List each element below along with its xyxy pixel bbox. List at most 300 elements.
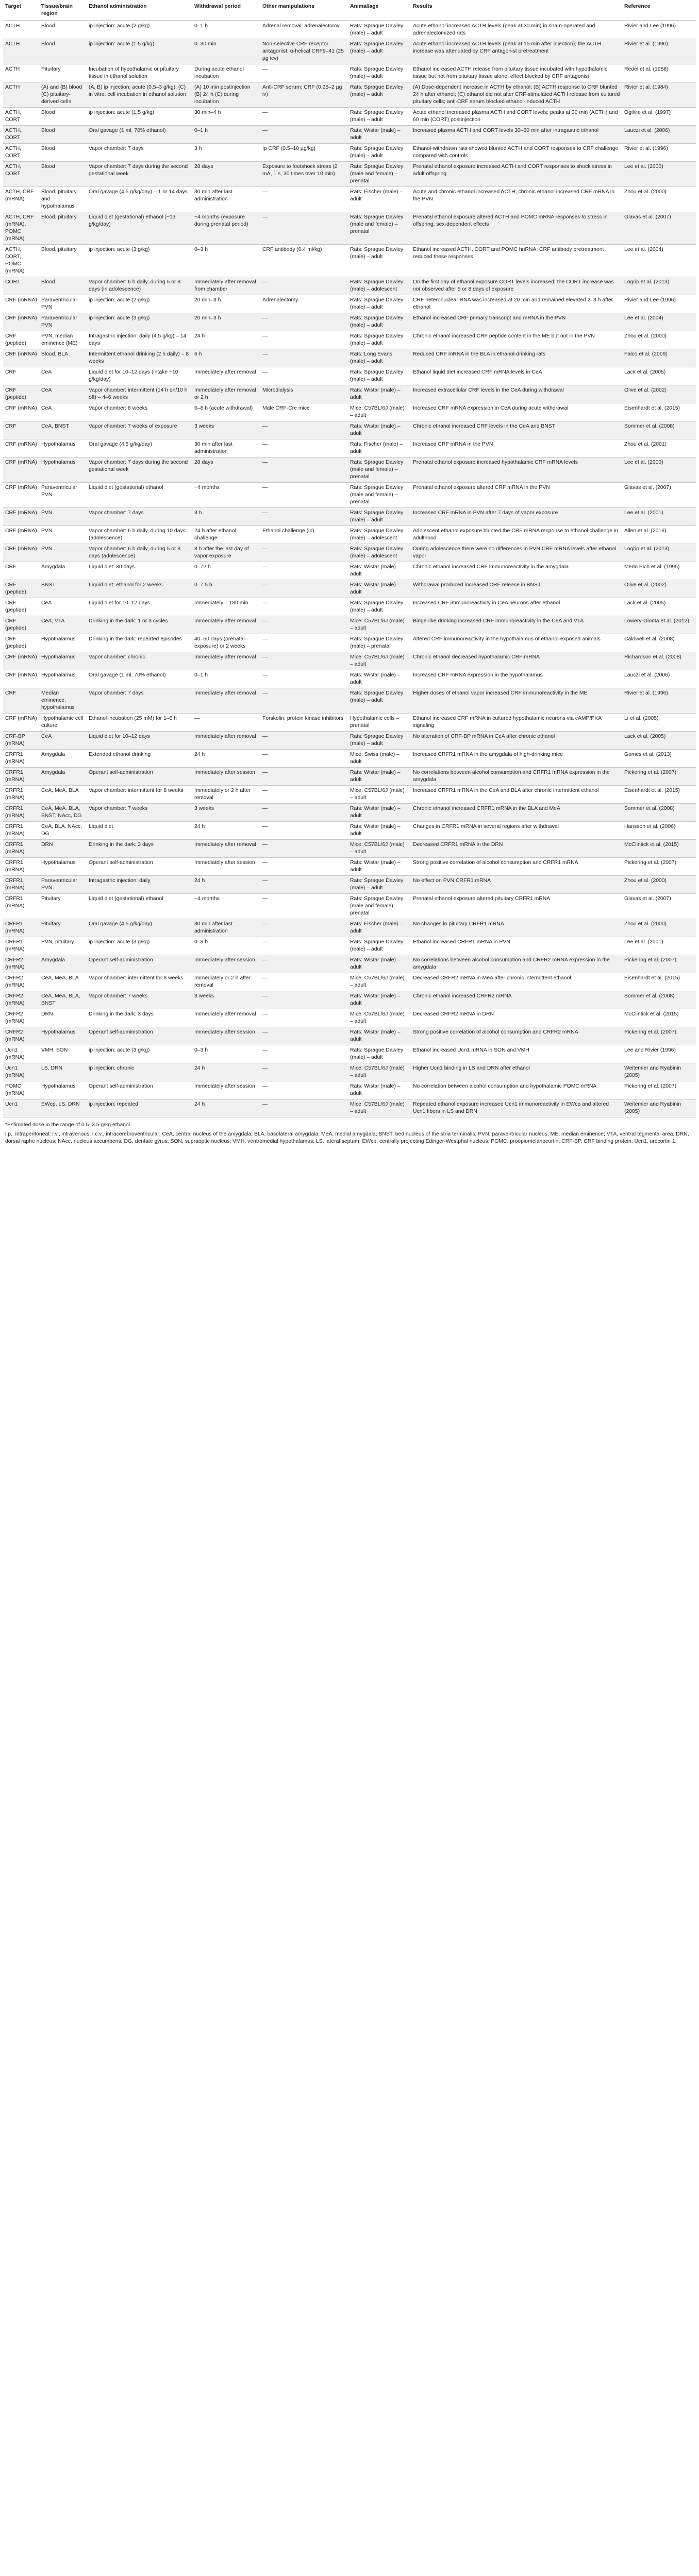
cell-target: CRF (mRNA) [3,457,39,483]
cell-ethanol-administration: ip injection: acute (1.5 g/kg) [87,108,192,126]
cell-withdrawal-period: 6 h [192,349,260,367]
table-row [3,403,696,421]
cell-other-manipulations: — [260,367,348,385]
cell-reference: Richardson et al. (2008) [622,652,696,670]
table-row [3,508,696,526]
table-row [3,457,696,483]
cell-ethanol-administration: ip injection: repeated [87,1099,192,1117]
cell-animal-age: Rats: Sprague Dawley (male and female) – prenatal [348,162,411,187]
cell-tissue: Paraventricular PVN [39,313,87,331]
cell-animal-age: Rats: Fischer (male) – adult [348,187,411,212]
cell-ethanol-administration: Drinking in the dark: 1 or 3 cycles [87,616,192,634]
cell-ethanol-administration: ip injection: acute (3 g/kg) [87,245,192,277]
cell-ethanol-administration: Operant self-administration [87,858,192,876]
table-row [3,162,696,187]
cell-ethanol-administration: Operant self-administration [87,955,192,973]
cell-target: CRF (mRNA) [3,483,39,508]
cell-tissue: Amygdala [39,750,87,768]
cell-target: ACTH, CORT, POMC (mRNA) [3,245,39,277]
cell-other-manipulations: Forskolin; protein kinase inhibitors [260,714,348,732]
cell-animal-age: Rats: Wistar (male) – adult [348,126,411,144]
cell-other-manipulations: — [260,840,348,858]
table-row [3,21,696,39]
cell-withdrawal-period: 0–1 h [192,126,260,144]
cell-tissue: PVN [39,508,87,526]
cell-target: CRFR1 (mRNA) [3,937,39,955]
cell-animal-age: Rats: Wistar (male) – adult [348,562,411,580]
cell-results: Chronic ethanol decreased hypothalamic CRF mRNA [411,652,622,670]
header-target: Target [3,0,39,21]
cell-target: CRF (peptide) [3,616,39,634]
cell-tissue: Blood [39,162,87,187]
cell-other-manipulations: — [260,732,348,750]
table-row [3,652,696,670]
cell-animal-age: Rats: Wistar (male) – adult [348,580,411,598]
cell-animal-age: Rats: Sprague Dawley (male) – adult [348,1045,411,1063]
cell-animal-age: Rats: Wistar (male) – adult [348,822,411,840]
cell-other-manipulations: Non-selective CRF receptor antagonist: α-helical CRF9–41 (25 µg icv) [260,39,348,64]
cell-tissue: CeA, BLA, NAcc, DG [39,822,87,840]
cell-reference: Lee et al. (2004) [622,245,696,277]
cell-target: ACTH [3,21,39,39]
cell-results: Ethanol increased CRF mRNA in cultured hypothalamic neurons via cAMP/PKA signaling [411,714,622,732]
cell-reference: Lee et al. (2000) [622,162,696,187]
cell-other-manipulations: — [260,562,348,580]
cell-tissue: (A) and (B) blood (C) pituitary-derived cells [39,82,87,108]
cell-tissue: CeA [39,732,87,750]
cell-withdrawal-period: 0–1 h [192,21,260,39]
cell-animal-age: Rats: Wistar (male) – adult [348,768,411,786]
cell-animal-age: Mice: C57BL/6J (male) – adult [348,973,411,991]
table-row [3,39,696,64]
cell-ethanol-administration: Intragastric injection: daily [87,876,192,894]
cell-ethanol-administration: Vapor chamber: 7 days [87,688,192,714]
cell-results: Acute ethanol increased ACTH levels (peak at 30 min) in sham-operated and adrenalectomized rats [411,21,622,39]
cell-tissue: Paraventricular PVN [39,876,87,894]
table-row [3,580,696,598]
cell-results: Strong positive correlation of alcohol consumption and CRFR2 mRNA [411,1027,622,1045]
cell-results: Prenatal ethanol exposure altered pituitary CRFR1 mRNA [411,894,622,919]
cell-ethanol-administration: Intermittent ethanol drinking (2 h daily) – 8 weeks [87,349,192,367]
cell-results: Prenatal ethanol exposure altered ACTH and POMC mRNA responses to stress in offspring; sex-dependent effects [411,212,622,245]
cell-withdrawal-period: 24 h [192,331,260,349]
cell-ethanol-administration: ip injection: chronic [87,1063,192,1081]
table-row [3,732,696,750]
cell-ethanol-administration: Oral gavage (1 ml, 70% ethanol) [87,670,192,688]
cell-other-manipulations: — [260,937,348,955]
cell-target: Ucn1 [3,1099,39,1117]
cell-withdrawal-period: 20 min–3 h [192,313,260,331]
cell-withdrawal-period: 8 h after the last day of vapor exposure [192,544,260,562]
cell-other-manipulations: Anti-CRF serum; CRF (0.25–2 µg iv) [260,82,348,108]
cell-ethanol-administration: Liquid diet for 10–12 days (intake ~10 g/kg/day) [87,367,192,385]
cell-animal-age: Rats: Long Evans (male) – adult [348,349,411,367]
cell-animal-age: Rats: Sprague Dawley (male) – adult [348,108,411,126]
cell-other-manipulations: — [260,652,348,670]
cell-ethanol-administration: ip injection: acute (3 g/kg) [87,1045,192,1063]
cell-other-manipulations: Exposure to footshock stress (2 mA, 1 s, 30 times over 10 min) [260,162,348,187]
cell-results: Prenatal ethanol exposure increased ACTH and CORT responses to shock stress in adult offspring [411,162,622,187]
table-row [3,108,696,126]
cell-other-manipulations: — [260,544,348,562]
table-row [3,526,696,544]
cell-withdrawal-period: 0–3 h [192,245,260,277]
cell-target: CRFR2 (mRNA) [3,955,39,973]
cell-results: Higher Ucn1 binding in LS and DRN after ethanol [411,1063,622,1081]
cell-target: ACTH, CORT [3,126,39,144]
cell-reference: Lack et al. (2005) [622,598,696,616]
cell-animal-age: Mice: C57BL/6J (male) – adult [348,840,411,858]
cell-other-manipulations: Ethanol challenge (ip) [260,526,348,544]
cell-target: CRF (mRNA) [3,313,39,331]
table-row [3,245,696,277]
table-row [3,1027,696,1045]
cell-reference: Weitemier and Ryabinin (2005) [622,1099,696,1117]
cell-tissue: Hypothalamus [39,652,87,670]
cell-withdrawal-period: Immediately or 2 h after removal [192,973,260,991]
cell-tissue: PVN, pituitary [39,937,87,955]
cell-reference: Zhou et al. (2000) [622,187,696,212]
cell-ethanol-administration: ip injection: acute (3 g/kg) [87,313,192,331]
cell-animal-age: Rats: Sprague Dawley (male) – adolescent [348,526,411,544]
cell-reference: Eisenhardt et al. (2015) [622,403,696,421]
cell-results: No correlation between alcohol consumption and hypothalamic POMC mRNA [411,1081,622,1099]
table-row [3,804,696,822]
cell-other-manipulations: Microdialysis [260,385,348,403]
cell-withdrawal-period: Immediately after removal [192,1009,260,1027]
table-row [3,1099,696,1117]
cell-other-manipulations: — [260,331,348,349]
cell-animal-age: Rats: Wistar (male) – adult [348,955,411,973]
cell-reference: Li et al. (2005) [622,714,696,732]
cell-withdrawal-period: 24 h [192,1099,260,1117]
cell-withdrawal-period: 24 h [192,822,260,840]
cell-target: ACTH [3,39,39,64]
cell-results: Acute ethanol increased ACTH levels (peak at 15 min after injection); the ACTH increase was attenuated by CRF antagonist pretreatment [411,39,622,64]
cell-animal-age: Rats: Sprague Dawley (male) – adult [348,21,411,39]
table-row [3,768,696,786]
cell-reference: Lauczi et al. (2006) [622,670,696,688]
cell-tissue: CeA, BNST [39,421,87,439]
cell-results: Prenatal ethanol exposure altered CRF mRNA in the PVN [411,483,622,508]
cell-other-manipulations: — [260,64,348,82]
cell-other-manipulations: — [260,919,348,937]
cell-ethanol-administration: Ethanol incubation (25 mM) for 1–6 h [87,714,192,732]
table-body [3,21,696,1117]
table-row [3,955,696,973]
cell-animal-age: Rats: Wistar (male) – adult [348,670,411,688]
cell-target: CRF (peptide) [3,331,39,349]
cell-results: Prenatal ethanol exposure increased hypothalamic CRF mRNA levels [411,457,622,483]
cell-target: CRF (mRNA) [3,670,39,688]
cell-results: Ethanol increased Ucn1 mRNA in SON and VMH [411,1045,622,1063]
cell-results: Altered CRF immunoreactivity in the hypothalamus of ethanol-exposed animals [411,634,622,652]
cell-other-manipulations: Adrenal removal: adrenalectomy [260,21,348,39]
cell-reference: Lowery-Gionta et al. (2012) [622,616,696,634]
cell-tissue: CeA [39,403,87,421]
cell-tissue: CeA, MeA, BLA, BNST, NAcc, DG [39,804,87,822]
cell-target: CRFR1 (mRNA) [3,919,39,937]
cell-results: (A) Dose-dependent increase in ACTH by ethanol; (B) ACTH response to CRF blunted 24 h after ethanol; (C) ethanol did not alter CRF-stimulated ACTH release from cultured pituitary cells; anti-CRF serum blocked ethanol-induced ACTH [411,82,622,108]
cell-target: CRF (mRNA) [3,526,39,544]
cell-reference: Pickering et al. (2007) [622,1027,696,1045]
cell-reference: Hansson et al. (2006) [622,822,696,840]
cell-animal-age: Rats: Sprague Dawley (male and female) – prenatal [348,457,411,483]
cell-tissue: Hypothalamus [39,439,87,457]
cell-animal-age: Rats: Sprague Dawley (male) – adolescent [348,277,411,295]
cell-target: CRF [3,421,39,439]
cell-withdrawal-period: (A) 10 min postinjection (B) 24 h (C) during incubation [192,82,260,108]
cell-other-manipulations: — [260,108,348,126]
cell-tissue: Blood [39,144,87,162]
cell-tissue: Blood, pituitary [39,212,87,245]
cell-ethanol-administration: Liquid diet (gestational) ethanol [87,894,192,919]
cell-tissue: Pituitary [39,894,87,919]
cell-reference: Eisenhardt et al. (2015) [622,973,696,991]
cell-tissue: Blood, pituitary, and hypothalamus [39,187,87,212]
cell-withdrawal-period: Immediately after removal [192,688,260,714]
table-footnotes [3,1117,696,1154]
cell-withdrawal-period: 28 days [192,162,260,187]
cell-tissue: DRN [39,1009,87,1027]
cell-tissue: Blood [39,21,87,39]
cell-results: Changes in CRFR1 mRNA in several regions after withdrawal [411,822,622,840]
cell-withdrawal-period: 0–3 h [192,937,260,955]
cell-withdrawal-period: 6–8 h (acute withdrawal) [192,403,260,421]
cell-results: Reduced CRF mRNA in the BLA in ethanol-drinking rats [411,349,622,367]
cell-results: During adolescence there were no differences in PVN CRF mRNA levels after ethanol vapor [411,544,622,562]
cell-tissue: PVN [39,544,87,562]
cell-reference: McClintick et al. (2015) [622,840,696,858]
cell-target: CRFR2 (mRNA) [3,991,39,1009]
cell-withdrawal-period: 3 weeks [192,991,260,1009]
cell-reference: Lee et al. (2004) [622,313,696,331]
cell-ethanol-administration: Vapor chamber: intermittent (14 h on/10 h off) – 4–6 weeks [87,385,192,403]
table-row [3,858,696,876]
table-row [3,1081,696,1099]
table-row [3,126,696,144]
cell-withdrawal-period: 0–30 min [192,39,260,64]
cell-tissue: Hypothalamus [39,457,87,483]
table-row [3,439,696,457]
cell-results: Adolescent ethanol exposure blunted the CRF mRNA response to ethanol challenge in adulthood [411,526,622,544]
table-row [3,187,696,212]
cell-ethanol-administration: Vapor chamber: 7 days [87,508,192,526]
cell-target: CRFR1 (mRNA) [3,804,39,822]
cell-results: Chronic ethanol increased CRF levels in the CeA and BNST [411,421,622,439]
cell-animal-age: Rats: Sprague Dawley (male) – adult [348,367,411,385]
cell-tissue: CeA, VTA [39,616,87,634]
table-row [3,750,696,768]
cell-animal-age: Rats: Sprague Dawley (male and female) – prenatal [348,483,411,508]
cell-reference: Pickering et al. (2007) [622,1081,696,1099]
cell-reference: Sommer et al. (2008) [622,421,696,439]
cell-reference: McClintick et al. (2015) [622,1009,696,1027]
cell-animal-age: Rats: Sprague Dawley (male and female) – prenatal [348,894,411,919]
cell-tissue: Paraventricular PVN [39,295,87,313]
cell-animal-age: Rats: Sprague Dawley (male) – adult [348,508,411,526]
cell-withdrawal-period: Immediately after removal [192,732,260,750]
cell-ethanol-administration: Operant self-administration [87,1081,192,1099]
cell-results: Ethanol increased CRFR1 mRNA in PVN [411,937,622,955]
cell-other-manipulations: — [260,1081,348,1099]
cell-animal-age: Mice: Swiss (male) – adult [348,750,411,768]
cell-results: No correlations between alcohol consumption and CRFR1 mRNA expression in the amygdala [411,768,622,786]
cell-results: No correlations between alcohol consumption and CRFR2 mRNA expression in the amygdala [411,955,622,973]
table-row [3,421,696,439]
cell-withdrawal-period: Immediately after session [192,858,260,876]
cell-ethanol-administration: Operant self-administration [87,768,192,786]
cell-other-manipulations: — [260,973,348,991]
cell-results: Acute and chronic ethanol increased ACTH; chronic ethanol increased CRF mRNA in the PVN [411,187,622,212]
cell-other-manipulations: — [260,804,348,822]
cell-tissue: Hypothalamic cell culture [39,714,87,732]
table-row [3,64,696,82]
cell-target: CRF (mRNA) [3,714,39,732]
cell-other-manipulations: — [260,313,348,331]
cell-results: Decreased CRFR1 mRNA in the DRN [411,840,622,858]
cell-ethanol-administration: Vapor chamber: chronic [87,652,192,670]
cell-results: Increased plasma ACTH and CORT levels 30–60 min after intragastric ethanol [411,126,622,144]
cell-ethanol-administration: ip injection: acute (2 g/kg) [87,295,192,313]
cell-animal-age: Hypothalamic cells – prenatal [348,714,411,732]
cell-target: ACTH [3,82,39,108]
cell-animal-age: Rats: Wistar (male) – adult [348,385,411,403]
cell-withdrawal-period: Immediately after session [192,1081,260,1099]
cell-target: ACTH, CRF (mRNA) [3,187,39,212]
cell-reference: Eisenhardt et al. (2015) [622,786,696,804]
cell-target: ACTH, CORT [3,108,39,126]
cell-ethanol-administration: Operant self-administration [87,1027,192,1045]
cell-reference: Caldwell et al. (2008) [622,634,696,652]
cell-ethanol-administration: ip injection: acute (1.5 g/kg) [87,39,192,64]
cell-target: CRF (mRNA) [3,349,39,367]
cell-target: CRF (peptide) [3,598,39,616]
cell-reference: Redei et al. (1988) [622,64,696,82]
cell-target: CRFR1 (mRNA) [3,768,39,786]
cell-target: CRF [3,688,39,714]
cell-target: POMC (mRNA) [3,1081,39,1099]
cell-tissue: Hypothalamus [39,670,87,688]
cell-ethanol-administration: Intragastric injection: daily (4.5 g/kg) – 14 days [87,331,192,349]
cell-reference: Glavas et al. (2007) [622,894,696,919]
cell-results: Ethanol increased ACTH release from pituitary tissue incubated with hypothalamic tissue but not from pituitary tissue alone; effect blocked by CRF antagonist [411,64,622,82]
cell-ethanol-administration: Liquid diet: ethanol for 2 weeks [87,580,192,598]
table-row [3,277,696,295]
cell-ethanol-administration: Drinking in the dark: 3 days [87,1009,192,1027]
cell-other-manipulations: — [260,786,348,804]
cell-tissue: Paraventricular PVN [39,483,87,508]
cell-target: ACTH [3,64,39,82]
cell-results: No alteration of CRF-BP mRNA in CeA after chronic ethanol [411,732,622,750]
cell-animal-age: Rats: Sprague Dawley (male) – prenatal [348,634,411,652]
cell-ethanol-administration: Extended ethanol drinking [87,750,192,768]
cell-target: CRF (peptide) [3,634,39,652]
cell-tissue: Blood, pituitary [39,245,87,277]
cell-withdrawal-period: 0–3 h [192,1045,260,1063]
cell-animal-age: Rats: Fischer (male) – adult [348,919,411,937]
cell-animal-age: Mice: C57BL/6J (male) – adult [348,1009,411,1027]
cell-withdrawal-period: 3 weeks [192,804,260,822]
cell-ethanol-administration: Vapor chamber: intermittent for 8 weeks [87,973,192,991]
cell-results: Repeated ethanol exposure increased Ucn1 immunoreactivity in EWcp and altered Ucn1 fibers in LS and DRN [411,1099,622,1117]
cell-target: CRFR2 (mRNA) [3,1027,39,1045]
cell-tissue: CeA [39,598,87,616]
cell-ethanol-administration: Oral gavage (1 ml, 70% ethanol) [87,126,192,144]
cell-target: CRFR1 (mRNA) [3,840,39,858]
cell-target: CRF (mRNA) [3,508,39,526]
cell-animal-age: Rats: Sprague Dawley (male) – adult [348,937,411,955]
cell-reference: Falco et al. (2009) [622,349,696,367]
cell-other-manipulations: — [260,457,348,483]
cell-reference: Rivier et al. (1996) [622,144,696,162]
cell-results: Increased CRF immunoreactivity in CeA neurons after ethanol [411,598,622,616]
table-row [3,1009,696,1027]
cell-tissue: Blood [39,277,87,295]
cell-other-manipulations: — [260,876,348,894]
cell-results: Increased CRFR1 mRNA in the CeA and BLA after chronic intermittent ethanol [411,786,622,804]
cell-target: ACTH, CORT [3,144,39,162]
cell-withdrawal-period: 0–1 h [192,670,260,688]
cell-withdrawal-period: 40–50 days (prenatal exposure) or 2 weeks [192,634,260,652]
cell-withdrawal-period: 30 min after last administration [192,439,260,457]
table-row [3,840,696,858]
cell-ethanol-administration: Drinking in the dark: 3 days [87,840,192,858]
cell-reference: Glavas et al. (2007) [622,483,696,508]
cell-other-manipulations: — [260,212,348,245]
cell-withdrawal-period: ~4 months [192,483,260,508]
cell-other-manipulations: — [260,616,348,634]
cell-withdrawal-period: 30 min after last administration [192,919,260,937]
cell-withdrawal-period: 3 h [192,508,260,526]
cell-withdrawal-period: Immediately after session [192,1027,260,1045]
cell-reference: Gomes et al. (2013) [622,750,696,768]
cell-other-manipulations: — [260,670,348,688]
cell-tissue: Blood [39,39,87,64]
cell-tissue: Median eminence, hypothalamus [39,688,87,714]
cell-animal-age: Mice: C57BL/6J (male) – adult [348,652,411,670]
cell-reference: Olive et al. (2002) [622,580,696,598]
cell-other-manipulations: — [260,483,348,508]
cell-results: Ethanol increased ACTH, CORT and POMC hnRNA; CRF antibody pretreatment reduced these responses [411,245,622,277]
cell-tissue: Amygdala [39,562,87,580]
cell-tissue: PVN, median eminence (ME) [39,331,87,349]
cell-animal-age: Rats: Sprague Dawley (male) – adult [348,732,411,750]
document-page [0,0,699,1154]
table-row [3,937,696,955]
cell-tissue: Pituitary [39,64,87,82]
cell-other-manipulations: — [260,894,348,919]
cell-reference: Rivier and Lee (1996) [622,21,696,39]
cell-target: CRFR2 (mRNA) [3,1009,39,1027]
cell-withdrawal-period: 20 min–3 h [192,295,260,313]
cell-target: CRF (mRNA) [3,439,39,457]
cell-target: CORT [3,277,39,295]
cell-reference: Zhou et al. (2000) [622,331,696,349]
cell-ethanol-administration: Vapor chamber: 7 days during the second gestational week [87,162,192,187]
cell-withdrawal-period: Immediately after session [192,955,260,973]
cell-animal-age: Rats: Sprague Dawley (male) – adolescent [348,544,411,562]
cell-other-manipulations: — [260,580,348,598]
cell-reference: Lauczi et al. (2006) [622,126,696,144]
cell-results: Increased CRF mRNA expression in CeA during acute withdrawal [411,403,622,421]
cell-tissue: CeA, MeA, BLA [39,973,87,991]
header-row [3,0,696,21]
cell-reference: Rivier et al. (1996) [622,688,696,714]
cell-other-manipulations: — [260,991,348,1009]
cell-withdrawal-period: Immediately after removal or 2 h [192,385,260,403]
cell-withdrawal-period: 24 h after ethanol challenge [192,526,260,544]
